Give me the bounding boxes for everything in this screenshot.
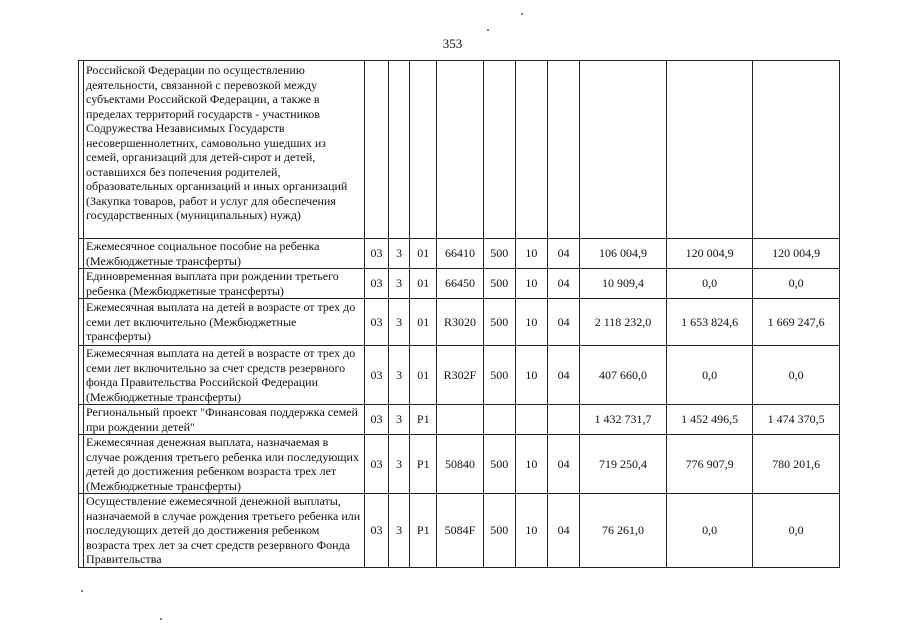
expense-type-code: 500 bbox=[483, 346, 515, 405]
section-code: 03 bbox=[364, 346, 388, 405]
row-description: Осуществление ежемесячной денежной выплаты, назначаемой в случае рождения третьего ребенка или последующих детей до достижения ребенком возраста трех лет за счет средств резервного Фонда Правительства bbox=[84, 494, 365, 568]
expense-type-code: 500 bbox=[483, 269, 515, 299]
row-description: Ежемесячная выплата на детей в возрасте от трех до семи лет включительно (Межбюджетные трансферты) bbox=[84, 299, 365, 346]
program-code: P1 bbox=[410, 435, 437, 494]
subsection-code: 3 bbox=[389, 269, 410, 299]
row-description: Ежемесячное социальное пособие на ребенка (Межбюджетные трансферты) bbox=[84, 239, 365, 269]
row-description: Ежемесячная выплата на детей в возрасте от трех до семи лет включительно за счет средств резервного фонда Правительства Российской Федерации (Межбюджетные трансферты) bbox=[84, 346, 365, 405]
target-code: R302F bbox=[437, 346, 483, 405]
expense-type-code bbox=[483, 61, 515, 239]
chapter-code: 10 bbox=[515, 299, 547, 346]
amount-year-2 bbox=[666, 61, 753, 239]
subchapter-code: 04 bbox=[548, 346, 580, 405]
section-code: 03 bbox=[364, 435, 388, 494]
program-code bbox=[410, 61, 437, 239]
section-code: 03 bbox=[364, 239, 388, 269]
section-code: 03 bbox=[364, 299, 388, 346]
table-row bbox=[79, 239, 840, 269]
amount-year-2: 776 907,9 bbox=[666, 435, 753, 494]
amount-year-2: 0,0 bbox=[666, 494, 753, 568]
chapter-code: 10 bbox=[515, 269, 547, 299]
amount-year-3 bbox=[753, 61, 840, 239]
target-code bbox=[437, 61, 483, 239]
subsection-code bbox=[389, 61, 410, 239]
amount-year-2: 1 653 824,6 bbox=[666, 299, 753, 346]
amount-year-1: 719 250,4 bbox=[580, 435, 667, 494]
amount-year-2: 120 004,9 bbox=[666, 239, 753, 269]
amount-year-1: 76 261,0 bbox=[580, 494, 667, 568]
subchapter-code bbox=[548, 405, 580, 435]
amount-year-3: 1 474 370,5 bbox=[753, 405, 840, 435]
target-code: 50840 bbox=[437, 435, 483, 494]
subsection-code: 3 bbox=[389, 299, 410, 346]
subsection-code: 3 bbox=[389, 346, 410, 405]
amount-year-1: 10 909,4 bbox=[580, 269, 667, 299]
subchapter-code bbox=[548, 61, 580, 239]
amount-year-3: 780 201,6 bbox=[753, 435, 840, 494]
subsection-code: 3 bbox=[389, 494, 410, 568]
table-row bbox=[79, 435, 840, 494]
subchapter-code: 04 bbox=[548, 269, 580, 299]
amount-year-1: 106 004,9 bbox=[580, 239, 667, 269]
chapter-code: 10 bbox=[515, 346, 547, 405]
amount-year-2: 0,0 bbox=[666, 346, 753, 405]
budget-table bbox=[78, 60, 840, 568]
scan-speck bbox=[487, 29, 489, 31]
table-row bbox=[79, 299, 840, 346]
row-description: Российской Федерации по осуществлению деятельности, связанной с перевозкой между субъектами Российской Федерации, а также в пределах территорий государств - участников Содружества Независимых Государств несовершеннолетних, самовольно ушедших из семей, организаций для детей-сирот и детей, оставшихся без попечения родителей, образовательных организаций и иных организаций (Закупка товаров, работ и услуг для обеспечения государственных (муниципальных) нужд) bbox=[84, 61, 365, 239]
table-row bbox=[79, 269, 840, 299]
program-code: 01 bbox=[410, 239, 437, 269]
program-code: 01 bbox=[410, 269, 437, 299]
section-code: 03 bbox=[364, 494, 388, 568]
amount-year-3: 1 669 247,6 bbox=[753, 299, 840, 346]
section-code: 03 bbox=[364, 269, 388, 299]
scan-speck bbox=[521, 13, 523, 15]
target-code: 66410 bbox=[437, 239, 483, 269]
subsection-code: 3 bbox=[389, 435, 410, 494]
amount-year-1: 407 660,0 bbox=[580, 346, 667, 405]
subchapter-code: 04 bbox=[548, 299, 580, 346]
chapter-code bbox=[515, 405, 547, 435]
expense-type-code: 500 bbox=[483, 239, 515, 269]
target-code: 66450 bbox=[437, 269, 483, 299]
amount-year-3: 0,0 bbox=[753, 494, 840, 568]
program-code: P1 bbox=[410, 405, 437, 435]
amount-year-3: 0,0 bbox=[753, 269, 840, 299]
row-description: Региональный проект "Финансовая поддержка семей при рождении детей" bbox=[84, 405, 365, 435]
row-description: Ежемесячная денежная выплата, назначаемая в случае рождения третьего ребенка или последующих детей до достижения ребенком возраста трех лет (Межбюджетные трансферты) bbox=[84, 435, 365, 494]
amount-year-3: 120 004,9 bbox=[753, 239, 840, 269]
subsection-code: 3 bbox=[389, 405, 410, 435]
target-code bbox=[437, 405, 483, 435]
page-number: 353 bbox=[442, 36, 463, 51]
amount-year-1: 2 118 232,0 bbox=[580, 299, 667, 346]
expense-type-code bbox=[483, 405, 515, 435]
program-code: P1 bbox=[410, 494, 437, 568]
target-code: 5084F bbox=[437, 494, 483, 568]
program-code: 01 bbox=[410, 346, 437, 405]
section-code: 03 bbox=[364, 405, 388, 435]
chapter-code bbox=[515, 61, 547, 239]
scan-speck bbox=[160, 618, 162, 620]
section-code bbox=[364, 61, 388, 239]
subsection-code: 3 bbox=[389, 239, 410, 269]
chapter-code: 10 bbox=[515, 239, 547, 269]
amount-year-2: 0,0 bbox=[666, 269, 753, 299]
table-row bbox=[79, 494, 840, 568]
target-code: R3020 bbox=[437, 299, 483, 346]
amount-year-1 bbox=[580, 61, 667, 239]
expense-type-code: 500 bbox=[483, 494, 515, 568]
table-row bbox=[79, 346, 840, 405]
subchapter-code: 04 bbox=[548, 239, 580, 269]
amount-year-2: 1 452 496,5 bbox=[666, 405, 753, 435]
amount-year-3: 0,0 bbox=[753, 346, 840, 405]
table-row bbox=[79, 61, 840, 239]
chapter-code: 10 bbox=[515, 494, 547, 568]
scan-speck bbox=[81, 590, 83, 592]
amount-year-1: 1 432 731,7 bbox=[580, 405, 667, 435]
table-row bbox=[79, 405, 840, 435]
subchapter-code: 04 bbox=[548, 494, 580, 568]
chapter-code: 10 bbox=[515, 435, 547, 494]
expense-type-code: 500 bbox=[483, 299, 515, 346]
row-description: Единовременная выплата при рождении третьего ребенка (Межбюджетные трансферты) bbox=[84, 269, 365, 299]
subchapter-code: 04 bbox=[548, 435, 580, 494]
program-code: 01 bbox=[410, 299, 437, 346]
expense-type-code: 500 bbox=[483, 435, 515, 494]
